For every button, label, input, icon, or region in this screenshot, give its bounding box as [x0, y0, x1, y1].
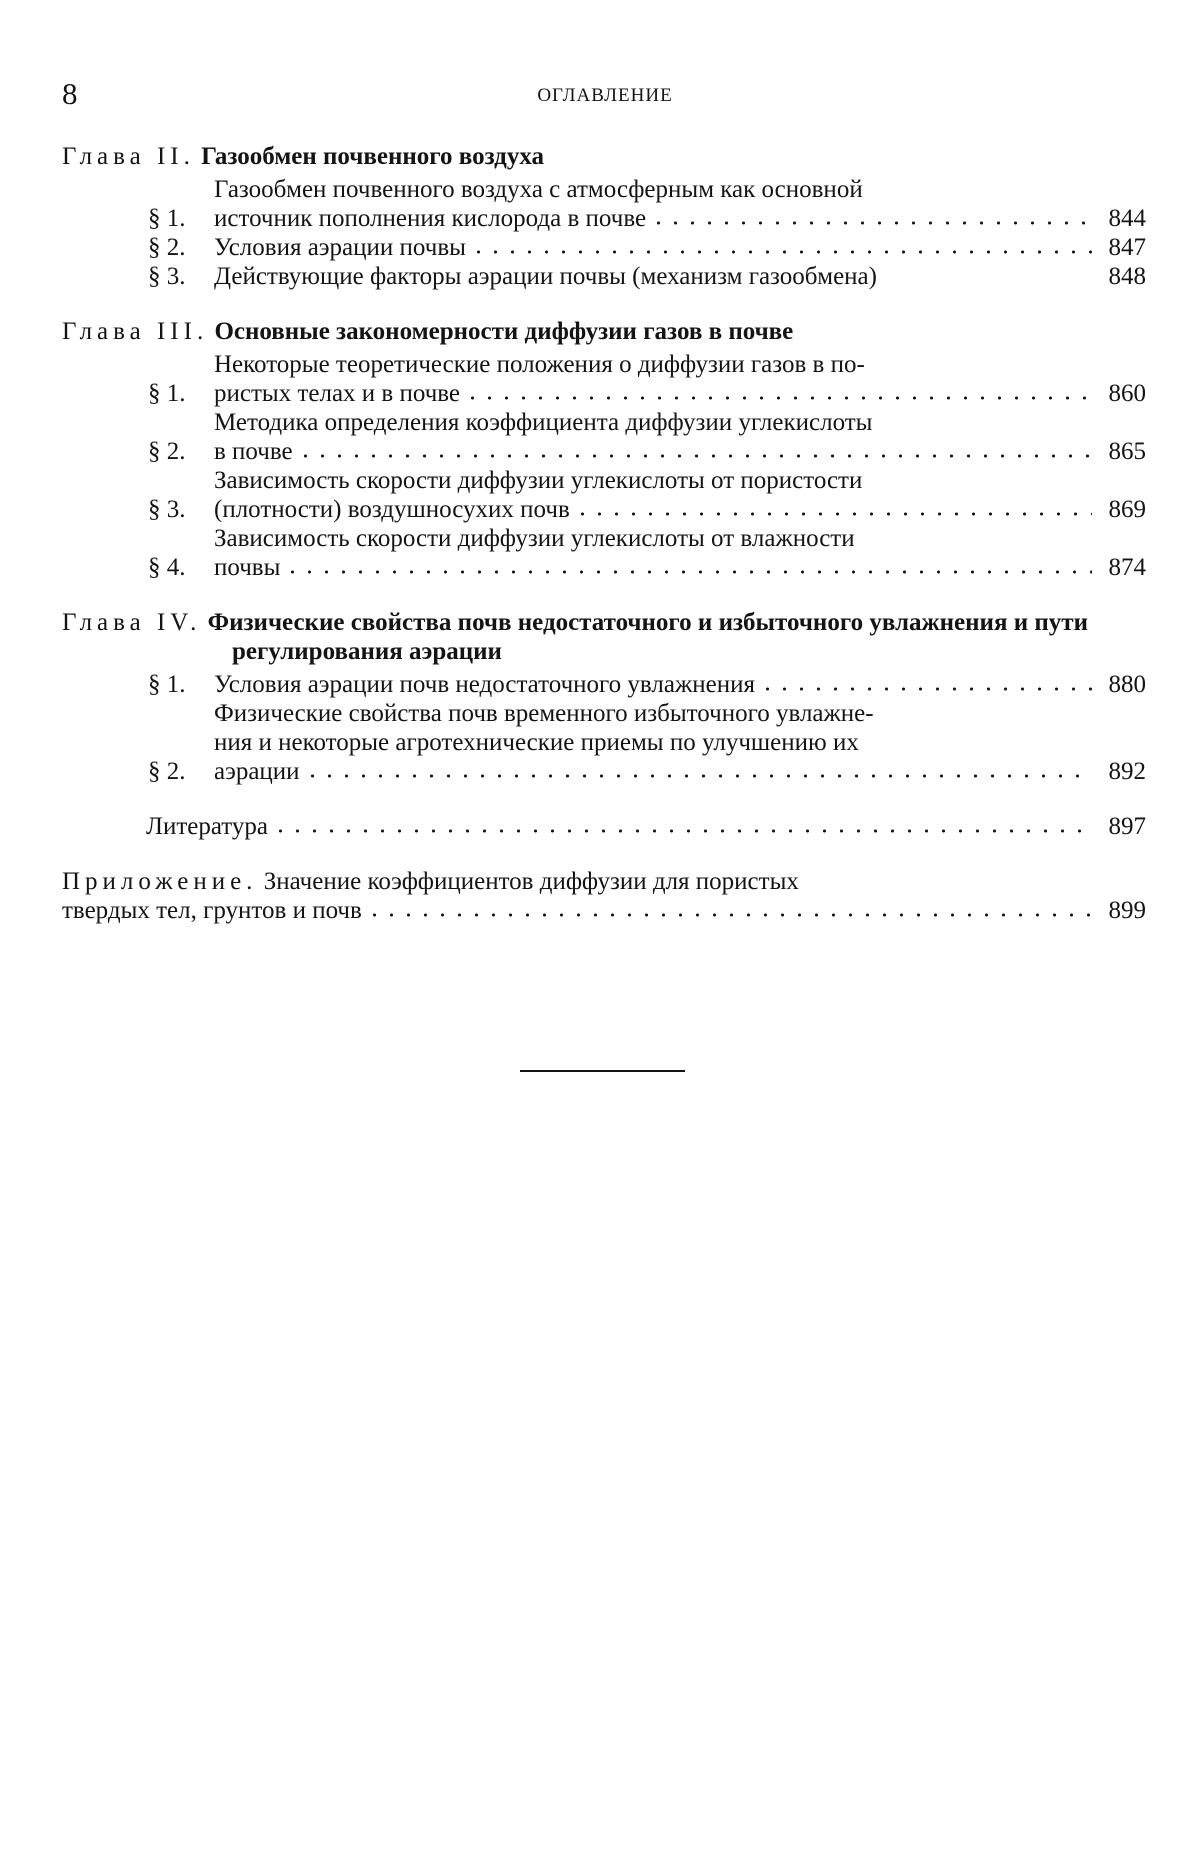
section-number: § 2.	[148, 438, 186, 465]
leader-dots	[464, 395, 1092, 401]
section-number: § 3.	[148, 263, 186, 290]
section-title-line: ристых телах и в почве	[214, 380, 461, 407]
toc-entry[interactable]	[62, 670, 1146, 699]
toc-entry[interactable]	[62, 175, 1146, 233]
page-ref: 874	[1108, 554, 1146, 581]
page-header	[62, 76, 1148, 112]
toc-entry[interactable]	[62, 233, 1146, 262]
page-ref: 865	[1108, 438, 1146, 465]
section-title-line: ния и некоторые агротехнические приемы по улучшению их	[214, 729, 859, 756]
section-title-line: Некоторые теоретические положения о диффузии газов в по-	[214, 351, 865, 378]
chapter-title: Основные закономерности диффузии газов в почве	[214, 318, 794, 345]
toc-entry[interactable]	[62, 524, 1146, 582]
page-ref: 860	[1108, 380, 1146, 407]
section-number: § 1.	[148, 671, 186, 698]
end-rule	[520, 1070, 685, 1072]
toc-entry-appendix[interactable]	[62, 867, 1146, 925]
page-ref: 848	[1108, 263, 1146, 290]
section-title-line: в почве	[214, 438, 293, 465]
section-number: § 2.	[148, 234, 186, 261]
toc-entry[interactable]	[62, 350, 1146, 408]
toc-entry[interactable]	[62, 699, 1146, 786]
section-title-line: почвы	[214, 554, 281, 581]
toc-entry[interactable]	[62, 408, 1146, 466]
page-ref: 869	[1108, 496, 1146, 523]
appendix-title-line: Значение коэффициентов диффузии для пористых	[263, 868, 799, 895]
section-title-line: Методика определения коэффициента диффузии углекислоты	[214, 409, 873, 436]
section-title-line: Условия аэрации почвы	[214, 234, 466, 261]
chapter-label: Глава III.	[62, 318, 209, 345]
literature-title: Литература	[146, 813, 268, 840]
page-ref: 847	[1108, 234, 1146, 261]
leader-dots	[297, 453, 1092, 459]
chapter-heading	[62, 608, 1146, 666]
table-of-contents	[62, 142, 1146, 925]
chapter-label: Глава II.	[62, 143, 195, 170]
section-title-line: Условия аэрации почв недостаточного увлажнения	[214, 671, 755, 698]
section-number: § 1.	[148, 380, 186, 407]
leader-dots	[366, 912, 1092, 918]
section-title-line: Зависимость скорости диффузии углекислоты от пористости	[214, 467, 863, 494]
leader-dots	[272, 828, 1092, 834]
chapter-label: Глава IV.	[62, 609, 202, 636]
leader-dots	[470, 249, 1092, 255]
chapter-heading	[62, 317, 1146, 346]
section-number: § 3.	[148, 496, 186, 523]
section-number: § 2.	[148, 758, 186, 785]
page-ref: 844	[1108, 205, 1146, 232]
running-title: ОГЛАВЛЕНИЕ	[537, 85, 673, 106]
toc-entry[interactable]	[62, 262, 1146, 291]
page-ref: 897	[1108, 813, 1146, 840]
leader-dots	[650, 220, 1092, 226]
section-title-line: Действующие факторы аэрации почвы (механизм газообмена)	[214, 263, 877, 290]
chapter-title: Физические свойства почв недостаточного и избыточного увлажнения и пути регулирования аэрации	[207, 609, 1088, 665]
section-title-line: аэрации	[214, 758, 300, 785]
page-ref: 880	[1108, 671, 1146, 698]
leader-dots	[304, 773, 1092, 779]
toc-entry[interactable]	[62, 466, 1146, 524]
section-title-line: источник пополнения кислорода в почве	[214, 205, 647, 232]
chapter-title: Газообмен почвенного воздуха	[201, 143, 544, 170]
section-title-line: Газообмен почвенного воздуха с атмосферным как основной	[214, 176, 863, 203]
appendix-label: Приложение.	[62, 868, 258, 895]
leader-dots	[574, 511, 1092, 517]
page-number: 8	[62, 76, 78, 111]
chapter-3	[62, 317, 1146, 582]
appendix-title-line: твердых тел, грунтов и почв	[62, 897, 362, 924]
leader-dots	[284, 569, 1092, 575]
section-title-line: Зависимость скорости диффузии углекислоты от влажности	[214, 525, 855, 552]
chapter-heading	[62, 142, 1146, 171]
toc-entry-literature[interactable]	[62, 812, 1146, 841]
section-title-line: (плотности) воздушносухих почв	[214, 496, 570, 523]
page-ref: 892	[1108, 758, 1146, 785]
section-number: § 4.	[148, 554, 186, 581]
chapter-4	[62, 608, 1146, 786]
section-number: § 1.	[148, 205, 186, 232]
page-ref: 899	[1108, 897, 1146, 924]
section-title-line: Физические свойства почв временного избыточного увлажне-	[214, 700, 874, 727]
chapter-2	[62, 142, 1146, 291]
leader-dots	[759, 686, 1092, 692]
